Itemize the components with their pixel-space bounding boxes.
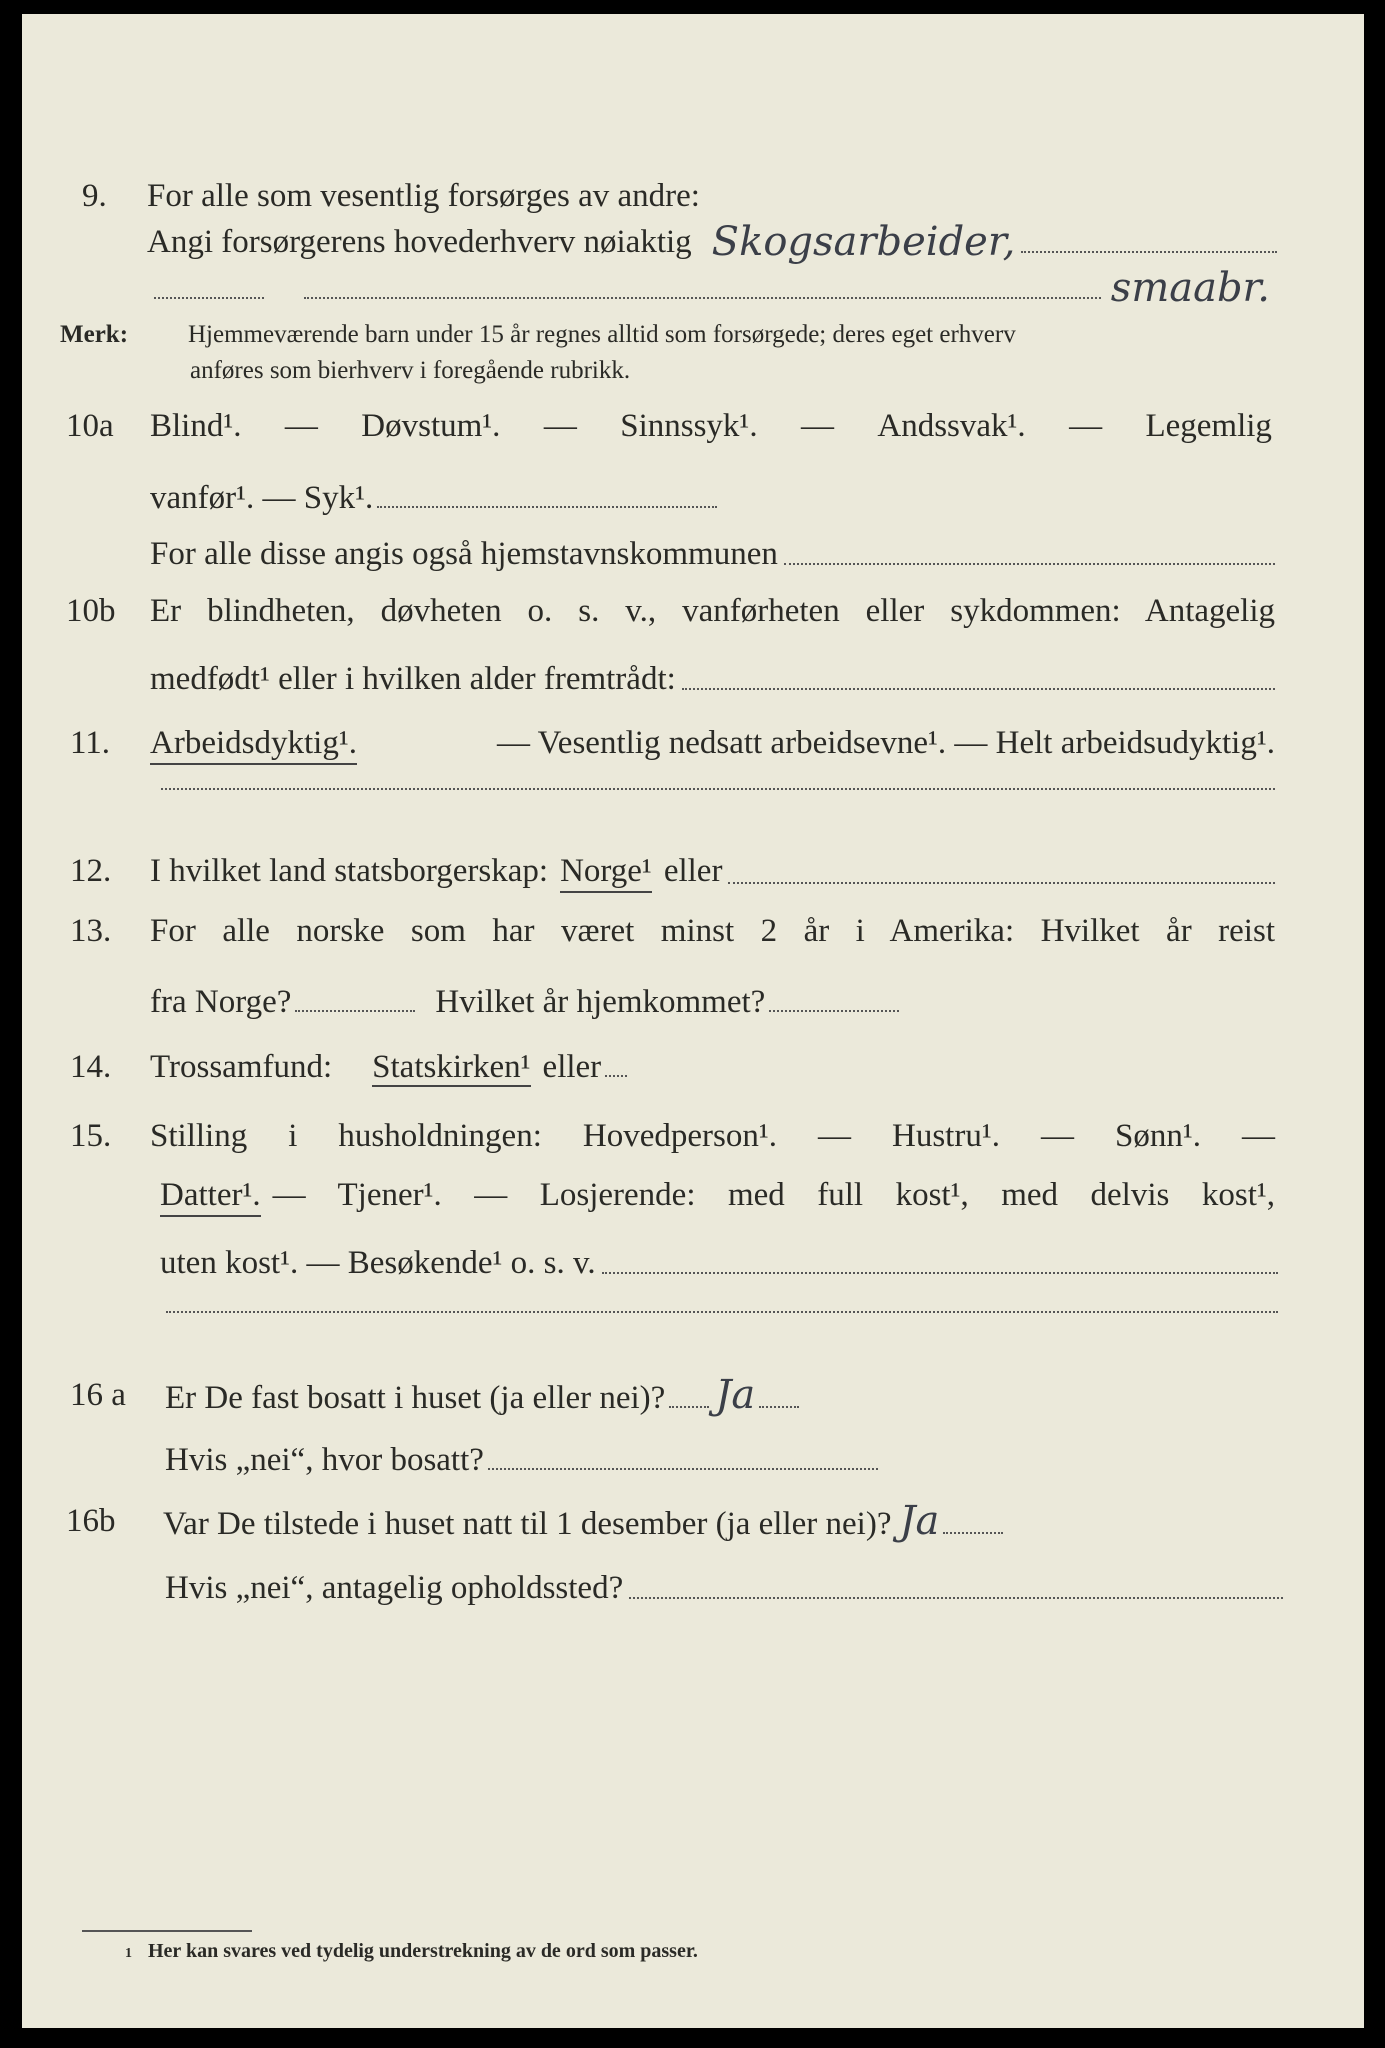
q16b-line2: Hvis „nei“, antagelig opholdssted? [165, 1570, 624, 1606]
q16a-line1: Er De fast bosatt i huset (ja eller nei)? [165, 1380, 666, 1416]
merk-label: Merk: [60, 321, 129, 348]
q16b-number: 16b [66, 1503, 116, 1539]
q13-number: 13. [70, 913, 112, 949]
q12-rest: eller [663, 853, 723, 889]
q14-rest: eller [542, 1049, 602, 1085]
option-datter-underlined: Datter¹. [160, 1175, 261, 1217]
q10a-number: 10a [66, 408, 114, 444]
dotted-line [602, 1243, 1278, 1274]
q14-number: 14. [70, 1049, 112, 1085]
dotted-line [295, 1010, 415, 1012]
option-legemlig: Legemlig [1145, 408, 1272, 444]
q15-line3: uten kost¹. — Besøkende¹ o. s. v. [160, 1245, 596, 1281]
q11-number: 11. [70, 725, 111, 761]
option-arbeidsdyktig-underlined: Arbeidsdyktig¹. [150, 723, 357, 765]
q16b-line1: Var De tilstede i huset natt til 1 desember (ja eller nei)? [163, 1506, 892, 1542]
q13-line2b: Hvilket år hjemkommet? [435, 984, 766, 1020]
dotted-line [784, 534, 1275, 565]
dash: — [543, 408, 577, 444]
option-sinnssyk: Sinnssyk¹. [620, 408, 758, 444]
dotted-line [488, 1468, 878, 1470]
dotted-line [161, 788, 1275, 790]
q9-line1: For alle som vesentlig forsørges av andre: [147, 178, 700, 214]
q13-line2a: fra Norge? [150, 984, 292, 1020]
q9-line2: Angi forsørgerens hovederhverv nøiaktig [147, 224, 692, 260]
footnote-rule [82, 1930, 252, 1932]
dotted-line [943, 1532, 1003, 1534]
dotted-line [669, 1406, 709, 1408]
q15-line2: — Tjener¹. — Losjerende: med full kost¹, med delvis kost¹, [272, 1177, 1275, 1213]
option-blind: Blind¹. [150, 408, 242, 444]
q16a-number: 16 a [70, 1377, 126, 1413]
dotted-line [629, 1568, 1283, 1599]
q16b-answer: Ja [899, 1498, 940, 1544]
q9-answer2: smaabr. [1110, 265, 1270, 311]
option-dovstum: Døvstum¹. [361, 408, 501, 444]
dash: — [800, 408, 834, 444]
dotted-line [1021, 251, 1277, 253]
dotted-line [154, 297, 264, 299]
option-andssvak: Andssvak¹. [877, 408, 1026, 444]
q12-text: I hvilket land statsborgerskap: [150, 853, 549, 889]
option-statskirken-underlined: Statskirken¹ [372, 1049, 531, 1085]
q15-line1: Stilling i husholdningen: Hovedperson¹. — Hustru¹. — Sønn¹. — [150, 1118, 1275, 1154]
merk-line1: Hjemmeværende barn under 15 år regnes alltid som forsørgede; deres eget erhverv [188, 321, 1016, 348]
q10a-line2: vanfør¹. — Syk¹. [150, 480, 374, 516]
dotted-line [304, 297, 1101, 299]
dotted-line [769, 1010, 899, 1012]
merk-line2: anføres som bierhverv i foregående rubrikk. [190, 357, 631, 384]
q10b-number: 10b [66, 593, 116, 629]
q10b-line2: medfødt¹ eller i hvilken alder fremtrådt: [150, 661, 676, 697]
q16a-answer: Ja [715, 1372, 756, 1418]
dotted-line [377, 506, 717, 508]
dotted-line [166, 1311, 1278, 1313]
q9-answer1: Skogsarbeider, [711, 219, 1016, 265]
q10a-line3: For alle disse angis også hjemstavnskommunen [150, 536, 778, 572]
dash: — [284, 408, 318, 444]
q15-number: 15. [70, 1118, 112, 1154]
dash: — [1069, 408, 1103, 444]
q14-text: Trossamfund: [150, 1049, 333, 1085]
footnote-text: Her kan svares ved tydelig understrekning av de ord som passer. [148, 1940, 698, 1962]
q16a-line2: Hvis „nei“, hvor bosatt? [165, 1442, 484, 1478]
q12-number: 12. [70, 853, 112, 889]
dotted-line [728, 851, 1275, 884]
q11-rest: — Vesentlig nedsatt arbeidsevne¹. — Helt arbeidsudyktig¹. [496, 725, 1275, 761]
footnote-mark: 1 [125, 1946, 132, 1961]
dotted-line [682, 659, 1275, 690]
q9-number: 9. [82, 178, 107, 214]
dotted-line [605, 1075, 627, 1077]
option-norge-underlined: Norge¹ [560, 851, 652, 893]
q10b-line1: Er blindheten, døvheten o. s. v., vanførheten eller sykdommen: Antagelig [150, 593, 1275, 629]
q13-line1: For alle norske som har været minst 2 år i Amerika: Hvilket år reist [150, 913, 1275, 949]
dotted-line [759, 1406, 799, 1408]
q10a-line1 [150, 406, 1272, 446]
